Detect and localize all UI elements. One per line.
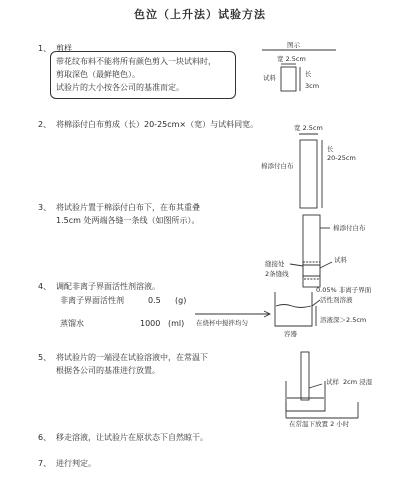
solution-unit: (ml): [168, 319, 185, 328]
step-text: 将试验片的一端浸在试验溶液中，在常温下: [56, 353, 208, 362]
solution-unit: (g): [175, 296, 187, 305]
step-number: 3、: [38, 203, 52, 212]
solution-name: 蒸馏水: [60, 319, 84, 328]
fig3-stitch-count: 2条缝线: [265, 270, 289, 278]
step-number: 6、: [38, 433, 52, 442]
page-title: 色泣（上升法）试验方法: [134, 8, 266, 21]
fig3-sample-label: 试料: [334, 256, 347, 264]
fig5-sample-rect: [301, 352, 309, 400]
fig3-stitch-pointer: [290, 264, 303, 266]
fig1-length-label: 长: [305, 70, 312, 78]
fig5-immerse-label: 2cm 浸湿: [343, 378, 373, 386]
fig3-cloth-label: 棉添付白布: [333, 224, 366, 232]
fig1-sample-rect: [281, 67, 296, 91]
fig1-width-label: 宽 2.5cm: [277, 55, 306, 63]
fig2-width-label: 宽 2.5cm: [294, 124, 323, 132]
fig1-sample-label: 试料: [263, 74, 276, 82]
solution-name: 非离子界面活性剂: [60, 296, 124, 305]
fig2-length-value: 20-25cm: [327, 154, 356, 162]
step-text: 带花纹布料不能将所有颜色剪入一块试料时，: [56, 57, 216, 66]
step-text: 移走溶液，让试验片在原状态下自然晾干。: [56, 433, 208, 442]
fig2-length-label: 长: [327, 145, 334, 153]
fig1-length-value: 3cm: [305, 82, 320, 90]
solution-amount: 1000: [140, 319, 161, 328]
fig4-liquid-surface: [276, 305, 311, 308]
step-number: 7、: [38, 459, 52, 468]
step-text: 试验片的大小按各公司的基准而定。: [56, 83, 184, 92]
fig5-sample-label: 试样: [326, 378, 339, 386]
fig4-solution-label: 活性剂溶液: [320, 296, 353, 304]
step-number: 1、: [38, 44, 52, 53]
solution-amount: 0.5: [148, 296, 161, 305]
step-number: 4、: [38, 282, 52, 291]
step-heading: 剪样: [56, 44, 72, 53]
fig5-container: [286, 381, 325, 411]
step-text: 剪取深色（最鲜艳色）。: [56, 70, 140, 79]
fig1-title: 图示: [287, 41, 300, 49]
step-text: 根据各公司的基准进行放置。: [56, 366, 160, 375]
arrow-note: 在烧杯中搅拌均匀: [196, 319, 248, 327]
step-text: 1.5cm 处两端各缝一条线（如图所示）。: [56, 216, 200, 225]
step-text: 进行判定。: [56, 459, 96, 468]
fig3-stitch-label: 缝接处: [265, 260, 285, 268]
fig5-time-label: 在常温下放置 2 小时: [289, 420, 350, 428]
step-text: 将棉添付白布剪成（长）20-25cm×（宽）与试料同宽。: [56, 120, 259, 129]
fig3-sample-pointer: [320, 262, 332, 268]
fig4-solution-label: 0.05% 非离子界面: [316, 286, 372, 294]
step-text: 调配非离子界面活性剂溶液。: [56, 282, 160, 291]
step-number: 5、: [38, 353, 52, 362]
step-text: 将试验片置于棉添付白布下，在布其重叠: [56, 203, 200, 212]
fig4-solution-pointer: [312, 300, 320, 306]
fig2-cloth-label: 棉添付白布: [261, 162, 294, 170]
fig4-beaker-label: 容器: [284, 330, 297, 338]
fig4-depth-label: 溶液深＞2.5cm: [320, 316, 367, 324]
step-number: 2、: [38, 120, 52, 129]
fig2-cloth-rect: [300, 140, 317, 208]
fig5-sample-pointer: [309, 384, 322, 388]
fig4-beaker: [275, 292, 312, 326]
